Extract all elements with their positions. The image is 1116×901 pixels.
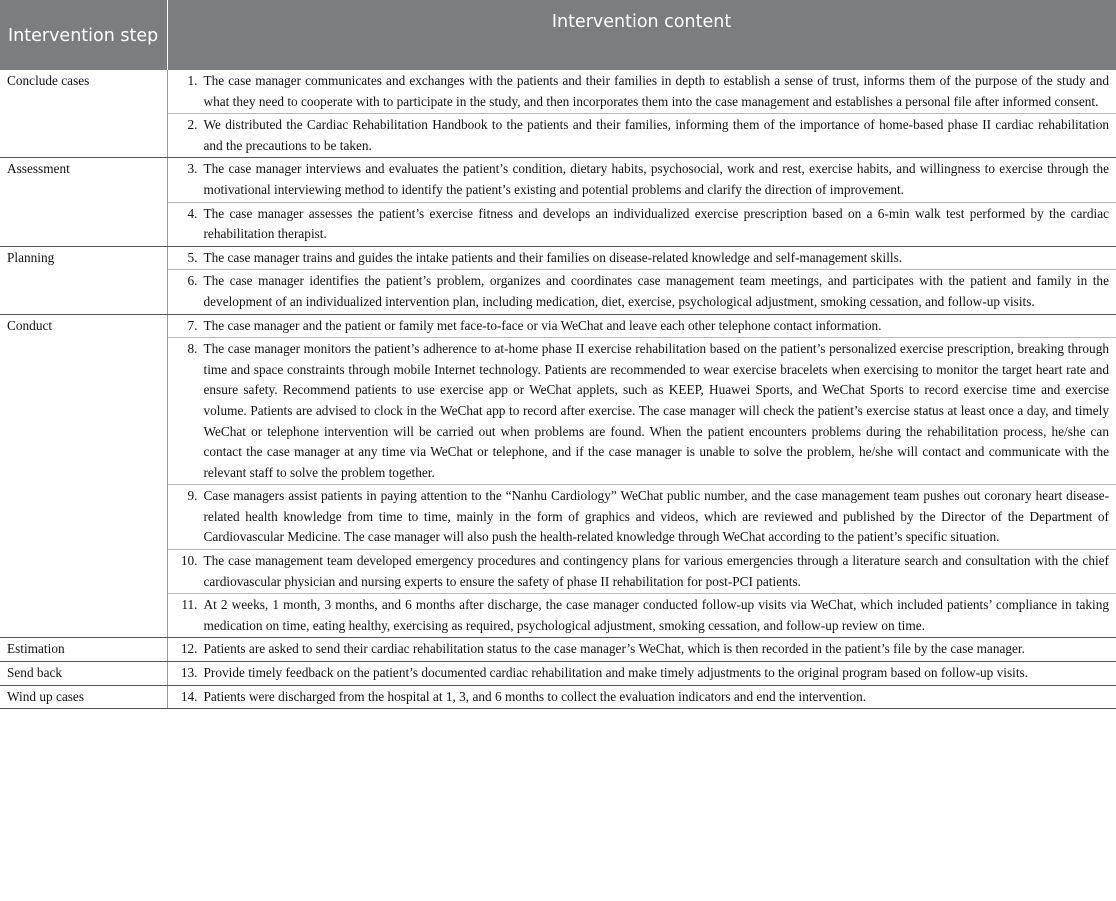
list-item (176, 204, 1110, 245)
item-text: We distributed the Cardiac Rehabilitation Handbook to the patients and their families, informing them of the importance of home-based phase II cardiac rehabilitation and the precautions to be taken. (203, 117, 1109, 153)
item-number: 6. (187, 273, 198, 289)
table-row (0, 550, 1116, 594)
intervention-content-cell (167, 70, 1116, 114)
item-text: At 2 weeks, 1 month, 3 months, and 6 months after discharge, the case manager conducted follow-up visits via WeChat, which included patients’ compliance in taking medication on time, eating healthy, exercising as required, psychological adjustment, smoking cessation, and follow-up review on time. (203, 597, 1109, 633)
item-text: The case manager communicates and exchanges with the patients and their families in depth to establish a sense of trust, informs them of the purpose of the study and what they need to cooperate with to participate in the study, and then incorporates them into the case management and establishes a personal file after informed consent. (203, 73, 1109, 109)
table-row (0, 338, 1116, 485)
table-row (0, 114, 1116, 158)
header-intervention-content: Intervention content (167, 0, 1116, 70)
intervention-step-cell: Wind up cases (0, 685, 167, 709)
table-row (0, 594, 1116, 638)
item-text: Case managers assist patients in paying attention to the “Nanhu Cardiology” WeChat public number, and the case management team pushes out coronary heart disease-related health knowledge from time to time, mainly in the form of graphics and videos, which are reviewed and published by the Director of the Department of Cardiovascular Medicine. The case manager will also push the health-related knowledge through WeChat according to the patient’s specific situation. (203, 488, 1109, 545)
item-number: 9. (187, 488, 198, 504)
item-number: 2. (187, 117, 198, 133)
list-item (176, 115, 1110, 156)
item-text: The case manager identifies the patient’s problem, organizes and coordinates case management team meetings, and participates with the patient and family in the development of an individualized intervention plan, including medication, diet, exercise, psychological adjustment, smoking cessation, and follow-up visits. (203, 273, 1109, 309)
intervention-content-cell (167, 638, 1116, 662)
intervention-content-cell (167, 485, 1116, 550)
item-text: The case manager assesses the patient’s exercise fitness and develops an individualized exercise prescription based on a 6-min walk test performed by the cardiac rehabilitation therapist. (203, 205, 1109, 242)
item-text: The case management team developed emergency procedures and contingency plans for various emergencies through a literature search and consultation with the chief cardiovascular physician and nursing experts to ensure the safety of phase II rehabilitation for post-PCI patients. (203, 553, 1109, 589)
list-item (176, 687, 1110, 708)
list-item (176, 271, 1110, 312)
item-number: 3. (187, 161, 198, 177)
intervention-content-cell (167, 685, 1116, 709)
table-row (0, 485, 1116, 550)
item-number: 14. (180, 688, 198, 704)
item-text: Provide timely feedback on the patient’s documented cardiac rehabilitation and make timely adjustments to the original program based on follow-up visits. (203, 665, 1029, 681)
intervention-content-cell (167, 114, 1116, 158)
intervention-content-cell (167, 662, 1116, 686)
intervention-step-cell: Planning (0, 246, 167, 314)
intervention-step-cell: Assessment (0, 158, 167, 246)
item-number: 1. (187, 73, 198, 88)
list-item (176, 159, 1110, 200)
intervention-content-cell (167, 594, 1116, 638)
intervention-content-cell (167, 158, 1116, 202)
intervention-content-cell (167, 246, 1116, 270)
intervention-content-cell (167, 314, 1116, 338)
list-item (176, 595, 1110, 636)
item-number: 4. (187, 205, 198, 221)
list-item (176, 71, 1110, 112)
list-item (176, 639, 1110, 660)
item-number: 7. (187, 317, 198, 333)
table-row (0, 246, 1116, 270)
intervention-content-cell (167, 550, 1116, 594)
item-number: 8. (187, 341, 198, 357)
item-text: The case manager and the patient or family met face-to-face or via WeChat and leave each other telephone contact information. (203, 317, 882, 333)
item-number: 11. (181, 597, 198, 613)
intervention-step-cell: Estimation (0, 638, 167, 662)
list-item (176, 551, 1110, 592)
intervention-content-cell (167, 338, 1116, 485)
item-text: The case manager monitors the patient’s adherence to at-home phase II exercise rehabilitation based on the patient’s personalized exercise prescription, breaking through time and space constraints through mobile Internet technology. Patients are recommended to wear exercise bracelets when exercising to monitor the target heart rate and ensure safety. Recommend patients to use exercise app or WeChat applets, such as KEEP, Huawei Sports, and WeChat Sports to record exercise time and exercise volume. Patients are advised to clock in the WeChat app to record after exercise. The case manager will check the patient’s exercise status at least once a day, and timely WeChat or telephone intervention will be carried out when problems are found. When the patient encounters problems during the rehabilitation process, he/she can contact the case manager at any time via WeChat or telephone, and if the case manager is unable to solve the problem, he/she will contact and communicate with the relevant staff to solve the problem together. (203, 341, 1109, 480)
table-body (0, 70, 1116, 709)
item-number: 13. (180, 665, 198, 681)
intervention-step-cell: Conclude cases (0, 70, 167, 158)
item-text: Patients were discharged from the hospital at 1, 3, and 6 months to collect the evaluation indicators and end the intervention. (203, 688, 867, 704)
intervention-content-cell (167, 202, 1116, 246)
list-item (176, 248, 1110, 269)
item-text: The case manager interviews and evaluates the patient’s condition, dietary habits, psychosocial, work and rest, exercise habits, and willingness to exercise through the motivational interviewing method to identify the patient’s existing and potential problems and clarify the direction of improvement. (203, 161, 1109, 197)
item-number: 5. (187, 249, 198, 265)
intervention-content-cell (167, 270, 1116, 314)
list-item (176, 316, 1110, 337)
item-text: Patients are asked to send their cardiac rehabilitation status to the case manager’s WeChat, which is then recorded in the patient’s file by the case manager. (203, 641, 1025, 657)
item-number: 10. (180, 553, 198, 569)
header-intervention-step: Intervention step (0, 0, 167, 70)
list-item (176, 663, 1110, 684)
table-row (0, 638, 1116, 662)
item-text: The case manager trains and guides the intake patients and their families on disease-related knowledge and self-management skills. (203, 249, 903, 265)
list-item (176, 339, 1110, 483)
intervention-step-cell: Conduct (0, 314, 167, 638)
item-number: 12. (180, 641, 198, 657)
table-row (0, 158, 1116, 202)
list-item (176, 486, 1110, 548)
intervention-step-cell: Send back (0, 662, 167, 686)
table-row (0, 202, 1116, 246)
table-row (0, 685, 1116, 709)
table-row (0, 662, 1116, 686)
table-header-row (0, 0, 1116, 70)
table-row (0, 70, 1116, 114)
table-row (0, 270, 1116, 314)
table-row (0, 314, 1116, 338)
